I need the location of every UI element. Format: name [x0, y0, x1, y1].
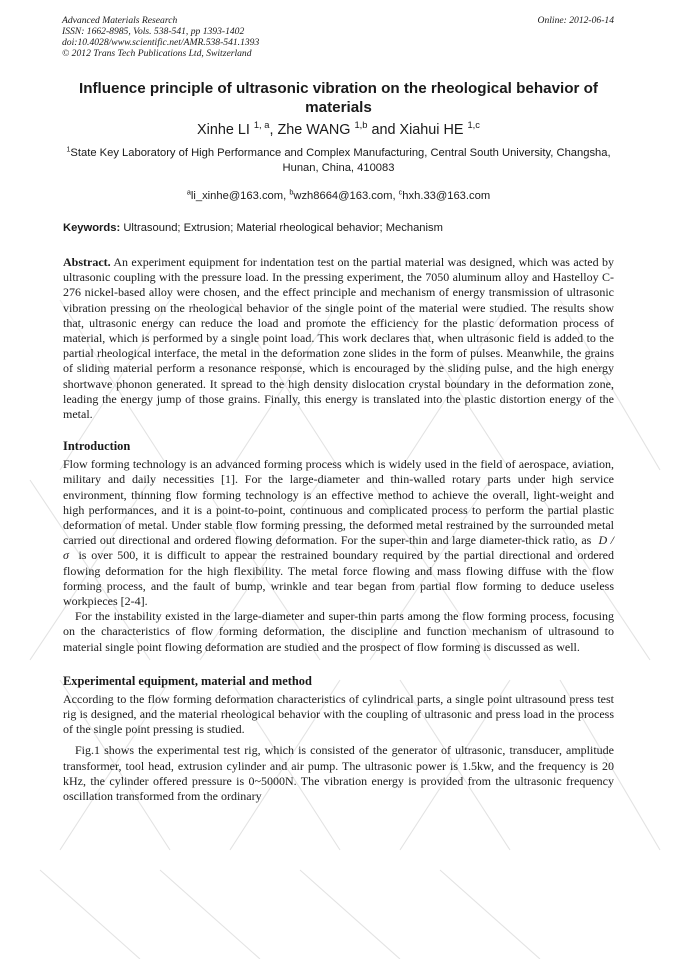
journal-header	[62, 15, 259, 59]
author-sup: 1,b	[354, 120, 368, 131]
author-name: Xiahui HE	[399, 122, 464, 138]
experimental-paragraph: Fig.1 shows the experimental test rig, which is consisted of the generator of ultrasonic, transducer, amplitude transformer, tool head, extrusion cylinder and air pump. The ultrasonic power is 1.5kw, and the frequency is 20 kHz, the cylinder offered pressure is 0~5000N. The vibration energy is provided from the ultrasonic frequency oscillation transformed from the ordinary	[63, 743, 614, 804]
abstract-label: Abstract.	[63, 255, 111, 269]
email-link[interactable]: hxh.33@163.com	[402, 190, 491, 202]
paper-title: Influence principle of ultrasonic vibration on the rheological behavior of materials	[79, 80, 598, 116]
email-sup: a	[186, 187, 191, 197]
author-separator: and	[367, 122, 400, 138]
keywords-label: Keywords:	[63, 222, 121, 234]
author-name: Xinhe LI	[197, 122, 250, 138]
paragraph-text: is over 500, it is difficult to appear the restrained boundary required by the partial directional and ordered flowing deformation for the high flexibility. The metal force flowing and mass flowing diffuse with the flow forming process, and the fault of bump, wrinkle and tear began from partial flow forming to deduce useless workpieces [2-4].	[63, 548, 615, 609]
journal-issn: ISSN: 1662-8985, Vols. 538-541, pp 1393-1402	[62, 26, 245, 37]
email-link[interactable]: wzh8664@163.com	[293, 190, 393, 202]
experimental-paragraph: According to the flow forming deformation characteristics of cylindrical parts, a single point ultrasound press test rig is designed, and the material rheological behavior with the coupling of ultrasonic and press load in the process of the single point pressing is studied.	[63, 691, 614, 737]
email-sup: b	[289, 187, 294, 197]
keywords-text: Ultrasound; Extrusion; Material rheological behavior; Mechanism	[123, 222, 443, 234]
email-list: $^a$li_xinhe@163.com, $^b$wzh8664@163.com, $^c$hxh.33@163.com	[186, 187, 491, 202]
ratio-formula: D / σ	[63, 533, 614, 563]
author-sup: 1, a	[253, 120, 270, 131]
author-separator: ,	[269, 122, 278, 138]
author-list	[63, 121, 614, 139]
section-heading-experimental: Experimental equipment, material and method	[63, 673, 312, 688]
author-sup: 1,c	[467, 120, 480, 131]
author-name: Zhe WANG	[277, 122, 351, 138]
keywords	[63, 221, 614, 236]
affiliation-sup: 1	[66, 144, 71, 154]
section-heading-introduction: Introduction	[63, 439, 131, 454]
online-date: Online: 2012-06-14	[537, 15, 614, 26]
affiliation	[63, 146, 614, 176]
journal-copyright: © 2012 Trans Tech Publications Ltd, Switzerland	[62, 48, 252, 59]
paragraph-text: Flow forming technology is an advanced forming process which is widely used in the field of aerospace, aviation, military and daily necessities [1]. For the large-diameter and thin-walled rotary parts under high service environment, thinning flow forming technology is an effective method to achieve the overall, light-weight and high performances, and it is a point-to-point, continuous and complicated process to perform the partial plastic deformation of metal. Under stable flow forming pressing, the deformed metal restrained by the surrounded metal carried out directional and ordered flowing deformation. For the super-thin and large diameter-thick ratio, as	[63, 457, 614, 548]
paper-body	[63, 79, 614, 804]
introduction-paragraph	[63, 457, 614, 609]
journal-doi: doi:10.4028/www.scientific.net/AMR.538-541.1393	[62, 37, 260, 48]
affiliation-text: State Key Laboratory of High Performance and Complex Manufacturing, Central South University, Changsha, Hunan, China, 410083	[70, 147, 611, 174]
introduction-paragraph: For the instability existed in the large-diameter and super-thin parts among the flow forming process, focusing on the characteristics of flow forming deformation, the discipline and function mechanism of ultrasound to material single point flowing deformation are studied and the prospect of flow forming is discussed as well.	[63, 609, 614, 654]
email-link[interactable]: li_xinhe@163.com	[190, 190, 284, 202]
abstract	[63, 255, 614, 422]
journal-name: Advanced Materials Research	[62, 15, 178, 26]
email-sup: c	[398, 187, 403, 197]
abstract-text: An experiment equipment for indentation test on the partial material was designed, which was acted by ultrasonic coupling with the pressure load. In the pressing experiment, the 7050 aluminum alloy and Hastelloy C-276 nickel-based alloy were chosen, and the effect principle and mechanism of energy transmission of ultrasonic vibration pressing on the rheological behavior of the single point of the material were studied. The results show that, ultrasonic energy can reduce the load and promote the efficiency for the plastic deformation process of material, which is performed by a single point load. This work declares that, when ultrasonic field is added to the partial rheological interface, the metal in the deformation zone slides in the form of pulses. Meanwhile, the grains of sliding material perform a resonance response, which is encouraged by the sliding pulse, and the high energy shortwave phonon generated. It spread to the high density dislocation crystal boundary in the deformation zone, leading the energy jump of those grains. Finally, this energy is translated into the plastic distortion energy of the metal.	[63, 255, 614, 422]
